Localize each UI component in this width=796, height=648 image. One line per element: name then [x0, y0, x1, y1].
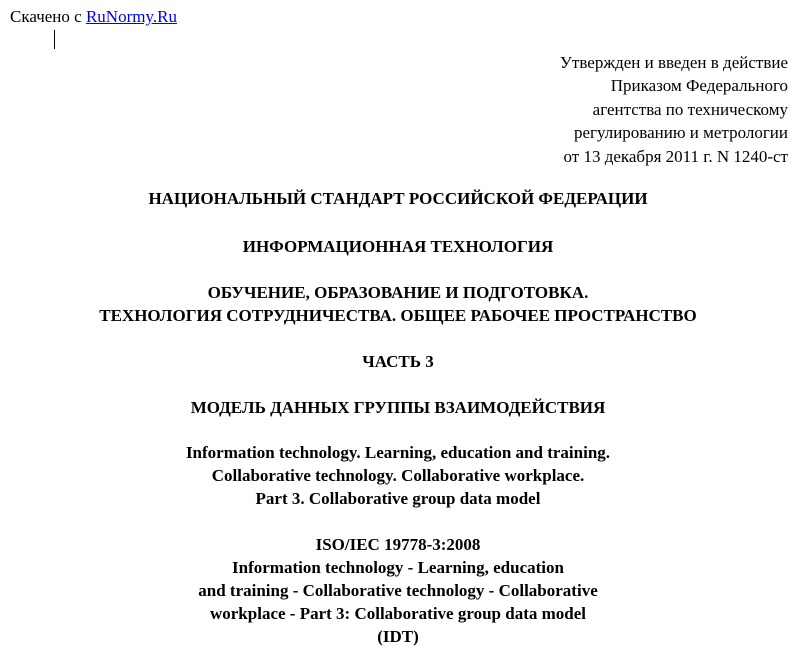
iso-line: (IDT): [377, 627, 419, 646]
iso-line: workplace - Part 3: Collaborative group data model: [209, 604, 586, 623]
source-link[interactable]: RuNormy.Ru: [85, 7, 177, 26]
english-title-line: Information technology. Learning, education and training.: [185, 443, 611, 462]
standard-title: [0, 281, 796, 327]
iso-line: and training - Collaborative technology - Collaborative: [198, 581, 598, 600]
source-line: [10, 6, 177, 28]
approval-block: [560, 51, 788, 168]
model-heading: МОДЕЛЬ ДАННЫХ ГРУППЫ ВЗАИМОДЕЙСТВИЯ: [190, 398, 606, 417]
approval-line: агентства по техническому: [592, 99, 788, 119]
text-cursor: [54, 30, 55, 49]
iso-line: Information technology - Learning, education: [232, 558, 564, 577]
english-title: [0, 441, 796, 510]
standard-title-line: ОБУЧЕНИЕ, ОБРАЗОВАНИЕ И ПОДГОТОВКА.: [207, 283, 589, 302]
standard-title-line: ТЕХНОЛОГИЯ СОТРУДНИЧЕСТВА. ОБЩЕЕ РАБОЧЕЕ ПРОСТРАНСТВО: [99, 306, 697, 325]
part-heading: ЧАСТЬ 3: [362, 352, 434, 371]
national-standard-heading: НАЦИОНАЛЬНЫЙ СТАНДАРТ РОССИЙСКОЙ ФЕДЕРАЦИИ: [148, 189, 648, 208]
source-prefix: Скачено с: [10, 7, 86, 26]
approval-line: Утвержден и введен в действие: [559, 53, 788, 72]
approval-line: Приказом Федерального: [610, 76, 788, 96]
iso-line: ISO/IEC 19778-3:2008: [315, 535, 481, 554]
iso-reference: [0, 533, 796, 648]
approval-line: от 13 декабря 2011 г. N 1240-ст: [563, 146, 788, 166]
english-title-line: Collaborative technology. Collaborative workplace.: [211, 466, 585, 485]
english-title-line: Part 3. Collaborative group data model: [255, 489, 541, 508]
info-tech-heading: ИНФОРМАЦИОННАЯ ТЕХНОЛОГИЯ: [242, 237, 554, 256]
approval-line: регулированию и метрологии: [573, 123, 788, 143]
